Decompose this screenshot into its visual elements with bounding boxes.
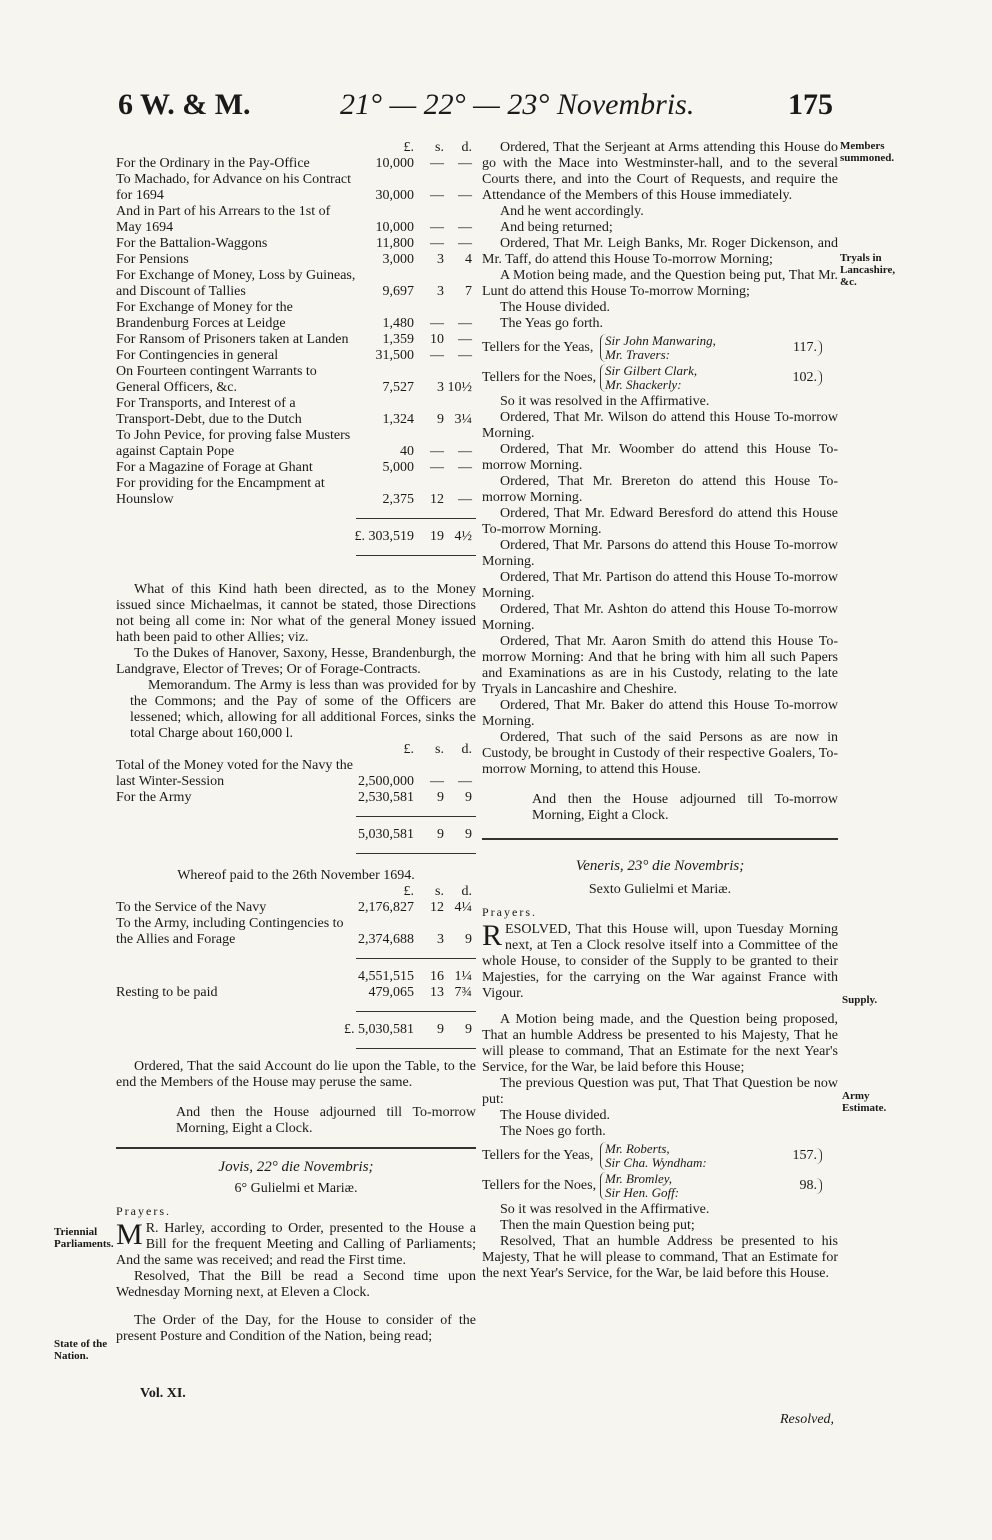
amount-c: 9 [465, 932, 472, 947]
margin-note-supply: Supply. [842, 994, 878, 1006]
margin-note-tryals: Tryals in Lancashire, &c. [840, 252, 896, 288]
amount-b: — [430, 188, 444, 203]
attendance-order: Ordered, That Mr. Parsons do attend this House To-morrow Morning. [482, 538, 838, 569]
attendance-order: Ordered, That Mr. Brereton do attend this House To-morrow Morning. [482, 474, 838, 505]
amount-a: 2,176,827 [358, 900, 414, 915]
amount-c: 10½ [447, 380, 472, 395]
amount-b: 10 [430, 332, 444, 347]
expense-row [116, 156, 476, 172]
voted-total: 5,030,581 9 9 [358, 827, 472, 842]
voted-row [116, 758, 476, 790]
attendance-order: Ordered, That Mr. Baker do attend this House To-morrow Morning. [482, 698, 838, 729]
expense-row [116, 476, 476, 508]
amount-a: 1,324 [382, 412, 414, 427]
returned: And being returned; [500, 220, 613, 235]
amount-a: 10,000 [375, 220, 414, 235]
amount-a: 7,527 [382, 380, 414, 395]
amount-c: 4¼ [454, 900, 472, 915]
amount-c: — [458, 236, 472, 251]
expense-row [116, 428, 476, 460]
amount-b: — [430, 220, 444, 235]
teller-names [600, 1172, 777, 1200]
resolved-bill: Resolved, That the Bill be read a Second time upon Wednesday Morning next, at Eleven a Clock. [116, 1269, 476, 1300]
amount-b: 9 [437, 790, 444, 805]
amount-b: — [430, 348, 444, 363]
expense-row [116, 396, 476, 428]
vote-count: 117. [777, 340, 822, 356]
amount-c: — [458, 188, 472, 203]
amount-c: — [458, 220, 472, 235]
lunt-motion: A Motion being made, and the Question being put, That Mr. Lunt do attend this House To-morrow Morning; [482, 268, 838, 299]
amount-a: 31,500 [375, 348, 414, 363]
affirmative-1: So it was resolved in the Affirmative. [500, 394, 710, 409]
amount-a: 11,800 [376, 236, 414, 251]
amount-b: — [430, 316, 444, 331]
expense-row [116, 236, 476, 252]
teller-name: Mr. Travers: [605, 347, 671, 362]
attendance-orders [482, 410, 838, 778]
amount-c: — [458, 774, 472, 789]
prayers-right: Prayers. [482, 905, 537, 919]
volume-footer: Vol. XI. [140, 1386, 186, 1401]
amount-c: — [458, 332, 472, 347]
voted-row [116, 790, 476, 806]
amount-b: — [430, 444, 444, 459]
main-question: Then the main Question being put; [500, 1218, 695, 1233]
teller-name: Sir Gilbert Clark, [605, 363, 698, 378]
whereof-heading: Whereof paid to the 26th November 1694. [177, 868, 415, 883]
resolved-supply: RESOLVED, That this House will, upon Tuesday Morning next, at Ten a Clock resolve itself into a Committee of the whole House, to consider of the Supply to be granted to their Majesties, for the carrying on the War against France with Vigour. [482, 919, 838, 1001]
veneris-heading: Veneris, 23° die Novembris; [575, 858, 745, 874]
vote-count: 102. [777, 370, 822, 386]
tellers-block-1 [482, 334, 838, 392]
teller-name: Sir Hen. Goff: [605, 1185, 680, 1200]
amount-b: 3 [437, 380, 444, 395]
item-label: For the Ordinary in the Pay-Office [116, 156, 310, 171]
tellers-row [482, 1142, 838, 1170]
item-label: For Pensions [116, 252, 189, 267]
item-label: To Machado, for Advance on his Contract for 1694 [116, 172, 352, 203]
amount-a: 2,530,581 [358, 790, 414, 805]
amount-b: — [430, 774, 444, 789]
order-of-day: The Order of the Day, for the House to consider of the present Posture and Condition of the Nation, being read; [116, 1313, 476, 1344]
item-label: For providing for the Encampment at Hounslow [116, 476, 325, 507]
amount-b: 3 [437, 932, 444, 947]
tellers-block-2 [482, 1142, 838, 1200]
item-label: To the Army, including Contingencies to the Allies and Forage [116, 916, 344, 947]
teller-name: Mr. Bromley, [605, 1171, 673, 1186]
running-header [0, 88, 992, 128]
expense-row [116, 348, 476, 364]
address-motion: A Motion being made, and the Question being proposed, That an humble Address be presented to his Majesty, That he will please to command, That an Estimate for the next Year's Service, for the War, be laid before this House; [482, 1012, 838, 1075]
expense-row [116, 252, 476, 268]
banks-order: Ordered, That Mr. Leigh Banks, Mr. Roger Dickenson, and Mr. Taff, do attend this House To-morrow Morning; [482, 236, 838, 267]
amount-a: 40 [400, 444, 414, 459]
item-label: On Fourteen contingent Warrants to General Officers, &c. [116, 364, 317, 395]
expense-total: £. 303,519 19 4½ [354, 529, 472, 544]
noes-forth: The Noes go forth. [500, 1124, 606, 1139]
expense-row [116, 172, 476, 204]
regnal-subheading-3: Sexto Gulielmi et Mariæ. [588, 882, 732, 897]
amount-a: 30,000 [375, 188, 414, 203]
margin-note-members: Members summoned. [840, 140, 895, 164]
expense-row [116, 460, 476, 476]
amount-b: 3 [437, 252, 444, 267]
amount-a: 1,480 [382, 316, 414, 331]
amount-a: 10,000 [375, 156, 414, 171]
amount-c: — [458, 316, 472, 331]
teller-names [600, 364, 777, 392]
vote-count: 157. [777, 1148, 822, 1164]
paid-sum: 4,551,515 16 1¼ [358, 969, 472, 984]
amount-a: 9,697 [382, 284, 414, 299]
harley-paragraph: M R. Harley, according to Order, presented to the House a Bill for the frequent Meeting and Calling of Parliaments; And the same was received; and read the First time. [116, 1218, 476, 1268]
item-label: To John Pevice, for proving false Musters against Captain Pope [116, 428, 351, 459]
item-label: For Ransom of Prisoners taken at Landen [116, 332, 349, 347]
paid-list [116, 900, 476, 948]
item-label: For Transports, and Interest of a Transport-Debt, due to the Dutch [116, 396, 302, 427]
amount-b: 12 [430, 492, 444, 507]
left-column [116, 140, 476, 1345]
amount-c: — [458, 460, 472, 475]
ordered-account: Ordered, That the said Account do lie upon the Table, to the end the Members of the House may peruse the same. [116, 1059, 476, 1090]
expense-row [116, 364, 476, 396]
tellers-label: Tellers for the Noes, [482, 370, 597, 385]
right-column [482, 140, 838, 1282]
adjourn-right: And then the House adjourned till To-morrow Morning, Eight a Clock. [532, 792, 838, 823]
teller-name: Sir Cha. Wyndham: [605, 1155, 707, 1170]
item-label: For the Battalion-Waggons [116, 236, 268, 251]
amount-c: 9 [465, 790, 472, 805]
attendance-order: Ordered, That such of the said Persons as are now in Custody, be brought in Custody of their respective Goalers, To-morrow Morning, to attend this House. [482, 730, 838, 777]
amount-b: — [430, 236, 444, 251]
amount-c: — [458, 156, 472, 171]
amount-b: 12 [430, 900, 444, 915]
amount-c: 3¼ [454, 412, 472, 427]
amount-a: 3,000 [382, 252, 414, 267]
item-label: For a Magazine of Forage at Ghant [116, 460, 313, 475]
teller-names [600, 334, 777, 362]
jovis-heading: Jovis, 22° die Novembris; [218, 1159, 374, 1175]
attendance-order: Ordered, That Mr. Wilson do attend this House To-morrow Morning. [482, 410, 838, 441]
memorandum: Memorandum. The Army is less than was provided for by the Commons; and the Pay of some of the Officers are lessened; which, allowing for all additional Forces, sinks the total Charge about 160,000 l. [130, 678, 476, 741]
item-label: Total of the Money voted for the Navy the last Winter-Session [116, 758, 353, 789]
amount-b: 9 [437, 412, 444, 427]
tellers-label: Tellers for the Noes, [482, 1178, 597, 1193]
tellers-label: Tellers for the Yeas, [482, 1148, 594, 1163]
grand-total: £. 5,030,581 9 9 [344, 1022, 472, 1037]
margin-note-state: State of the Nation. [54, 1338, 108, 1362]
amount-a: 2,374,688 [358, 932, 414, 947]
item-label: To the Service of the Navy [116, 900, 267, 915]
paid-row [116, 900, 476, 916]
resolved-address: Resolved, That an humble Address be presented to his Majesty, That he will please to command, That an Estimate for the next Year's Service, for the War, be laid before this House. [482, 1234, 838, 1281]
expense-row [116, 332, 476, 348]
catchword: Resolved, [780, 1412, 835, 1427]
paid-row [116, 916, 476, 948]
margin-note-army: Army Estimate. [842, 1090, 887, 1114]
header-date: 21° — 22° — 23° Novembris. [340, 88, 695, 121]
divided-1: The House divided. [500, 300, 611, 315]
item-label: For Exchange of Money for the Brandenburg Forces at Leidge [116, 300, 293, 331]
voted-list [116, 758, 476, 806]
item-label: And in Part of his Arrears to the 1st of May 1694 [116, 204, 331, 235]
divided-2: The House divided. [500, 1108, 611, 1123]
expense-list [116, 156, 476, 508]
amount-c: — [458, 444, 472, 459]
tellers-row [482, 1172, 838, 1200]
vote-count: 98. [777, 1178, 822, 1194]
margin-note-triennial: Triennial Parliaments. [54, 1226, 114, 1250]
attendance-order: Ordered, That Mr. Edward Beresford do attend this House To-morrow Morning. [482, 506, 838, 537]
amount-c: — [458, 492, 472, 507]
expense-row [116, 300, 476, 332]
allies-paragraph: To the Dukes of Hanover, Saxony, Hesse, Brandenburgh, the Landgrave, Elector of Treves; Or of Forage-Contracts. [116, 646, 476, 677]
attendance-order: Ordered, That Mr. Ashton do attend this House To-morrow Morning. [482, 602, 838, 633]
tellers-row [482, 334, 838, 362]
regnal-subheading: 6° Gulielmi et Mariæ. [234, 1181, 358, 1196]
amount-a: 2,500,000 [358, 774, 414, 789]
serjeant-order: Ordered, That the Serjeant at Arms attending this House do go with the Mace into Westminster-hall, and to the several Courts there, and into the Court of Requests, and require the Attendance of the Members of this House immediately. [482, 140, 838, 203]
item-label: For the Army [116, 790, 192, 805]
attendance-order: Ordered, That Mr. Partison do attend this House To-morrow Morning. [482, 570, 838, 601]
regnal-year: 6 W. & M. [118, 88, 251, 121]
attendance-order: Ordered, That Mr. Aaron Smith do attend this House To-morrow Morning: And that he bring with him all such Papers and Examinations as are in his Custody, relating to the late Tryals in Lancashire and Cheshire. [482, 634, 838, 697]
unit-header-2: £. s. d. [403, 742, 472, 757]
went: And he went accordingly. [500, 204, 644, 219]
amount-a: 2,375 [382, 492, 414, 507]
unit-header-3: £. s. d. [403, 884, 472, 899]
amount-a: 1,359 [382, 332, 414, 347]
teller-name: Mr. Shackerly: [605, 377, 682, 392]
amount-b: — [430, 156, 444, 171]
resting-row: Resting to be paid 479,065 13 7¾ [116, 985, 472, 1000]
page-number: 175 [788, 88, 833, 121]
affirmative-2: So it was resolved in the Affirmative. [500, 1202, 710, 1217]
item-label: For Exchange of Money, Loss by Guineas, and Discount of Tallies [116, 268, 356, 299]
teller-name: Sir John Manwaring, [605, 333, 716, 348]
expense-row [116, 268, 476, 300]
attendance-order: Ordered, That Mr. Woomber do attend this House To-morrow Morning. [482, 442, 838, 473]
item-label: For Contingencies in general [116, 348, 279, 363]
amount-c: 4 [465, 252, 472, 267]
adjourn-left: And then the House adjourned till To-morrow Morning, Eight a Clock. [176, 1105, 476, 1136]
expense-row [116, 204, 476, 236]
prayers-left: Prayers. [116, 1204, 171, 1218]
teller-names [600, 1142, 777, 1170]
amount-c: — [458, 348, 472, 363]
directions-paragraph: What of this Kind hath been directed, as to the Money issued since Michaelmas, it cannot be stated, those Directions not being all come in: Nor what of the general Money issued hath been paid to other Allies; viz. [116, 582, 476, 645]
teller-name: Mr. Roberts, [605, 1141, 670, 1156]
previous-question: The previous Question was put, That That Question be now put: [482, 1076, 838, 1107]
amount-b: — [430, 460, 444, 475]
tellers-label: Tellers for the Yeas, [482, 340, 594, 355]
amount-b: 3 [437, 284, 444, 299]
amount-a: 5,000 [382, 460, 414, 475]
yeas-forth: The Yeas go forth. [500, 316, 604, 331]
unit-header: £. s. d. [403, 140, 472, 155]
amount-c: 7 [465, 284, 472, 299]
tellers-row [482, 364, 838, 392]
